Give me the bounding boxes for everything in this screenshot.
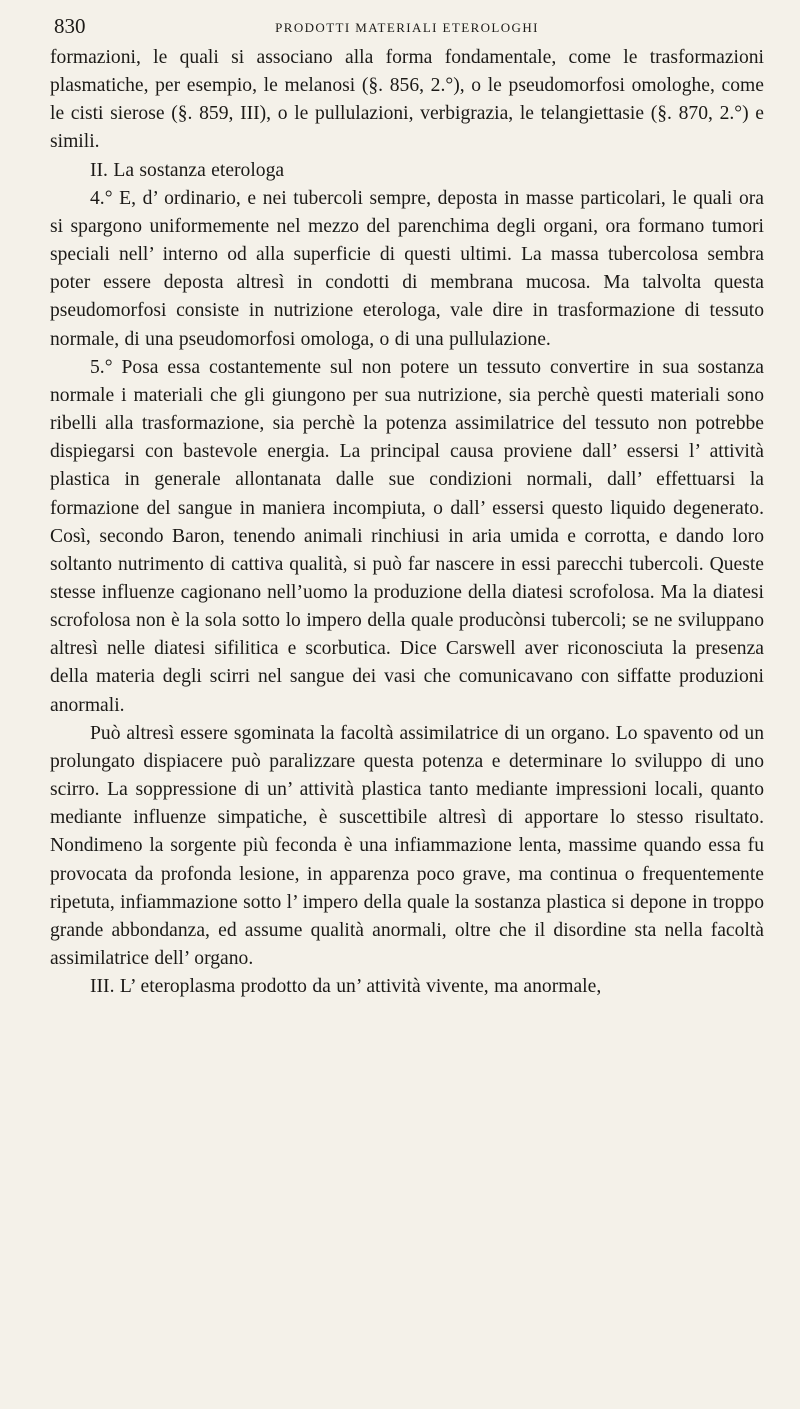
body-text xyxy=(50,44,764,1001)
section-heading-ii: II. La sostanza eterologa xyxy=(90,159,285,181)
paragraph-puo-altresi: Può altresì essere sgominata la facoltà assimilatrice di un organo. Lo spavento od un prolungato dispiacere può paralizzare questa potenza e determinare lo sviluppo di uno scirro. La soppressione di un’ attività plastica tanto mediante impressioni locali, quanto mediante influenze simpatiche, è suscettibile altresì di apportare lo stesso risultato. Nondimeno la sorgente più feconda è una infiammazione lenta, massime quando essa fu provocata da profonda lesione, in apparenza poco grave, ma continua o frequentemente ripetuta, infiammazione sotto l’ impero della quale la sostanza plastica si depone in troppo grande abbondanza, ed assume qualità anormali, oltre che il disordine sta nella facoltà assimilatrice dell’ organo. xyxy=(50,722,764,969)
running-head: PRODOTTI MATERIALI ETEROLOGHI xyxy=(275,20,539,35)
section-heading-iii: III. L’ eteroplasma prodotto da un’ attività vivente, ma anormale, xyxy=(90,976,602,998)
paragraph-continuation: formazioni, le quali si associano alla forma fondamentale, come le trasformazioni plasmatiche, per esempio, le melanosi (§. 856, 2.°), o le pseudomorfosi omologhe, come le cisti sierose (§. 859, III), o le pullulazioni, verbigrazia, le telangiettasie (§. 870, 2.°) e simili. xyxy=(50,47,764,153)
page-header xyxy=(50,12,764,42)
paragraph-item-4: 4.° E, d’ ordinario, e nei tubercoli sempre, deposta in masse particolari, le quali ora si spargono uniformemente nel mezzo del parenchima degli organi, ora formano tumori speciali nell’ interno od alla superficie di questi ultimi. La massa tubercolosa sembra poter essere deposta altresì in condotti di membrana mucosa. Ma talvolta questa pseudomorfosi consiste in nutrizione eterologa, vale dire in trasformazione di tessuto normale, di una pseudomorfosi omologa, o di una pullulazione. xyxy=(50,187,764,350)
paragraph-item-5: 5.° Posa essa costantemente sul non potere un tessuto convertire in sua sostanza normale i materiali che gli giungono per sua nutrizione, sia perchè questi materiali sono ribelli alla trasformazione, sia perchè la potenza assimilatrice del tessuto non potrebbe dispiegarsi con bastevole energia. La principal causa proviene dall’ essersi l’ attività plastica in generale allontanata dalle sue condizioni normali, dall’ effettuarsi la formazione del sangue in maniera incompiuta, o dall’ essersi questo liquido degenerato. Così, secondo Baron, tenendo animali rinchiusi in aria umida e corrotta, e dando loro soltanto nutrimento di cattiva qualità, si può far nascere in essi parecchi tubercoli. Queste stesse influenze cagionano nell’uomo la produzione della diatesi scrofolosa. Ma la diatesi scrofolosa non è la sola sotto lo impero della quale producònsi tubercoli; se ne sviluppano altresì nelle diatesi sifilitica e scorbutica. Dice Carswell aver riconosciuta la presenza della materia degli scirri nel sangue dei vasi che comunicavano con siffatte produzioni anormali. xyxy=(50,356,764,716)
page-number: 830 xyxy=(54,14,86,38)
